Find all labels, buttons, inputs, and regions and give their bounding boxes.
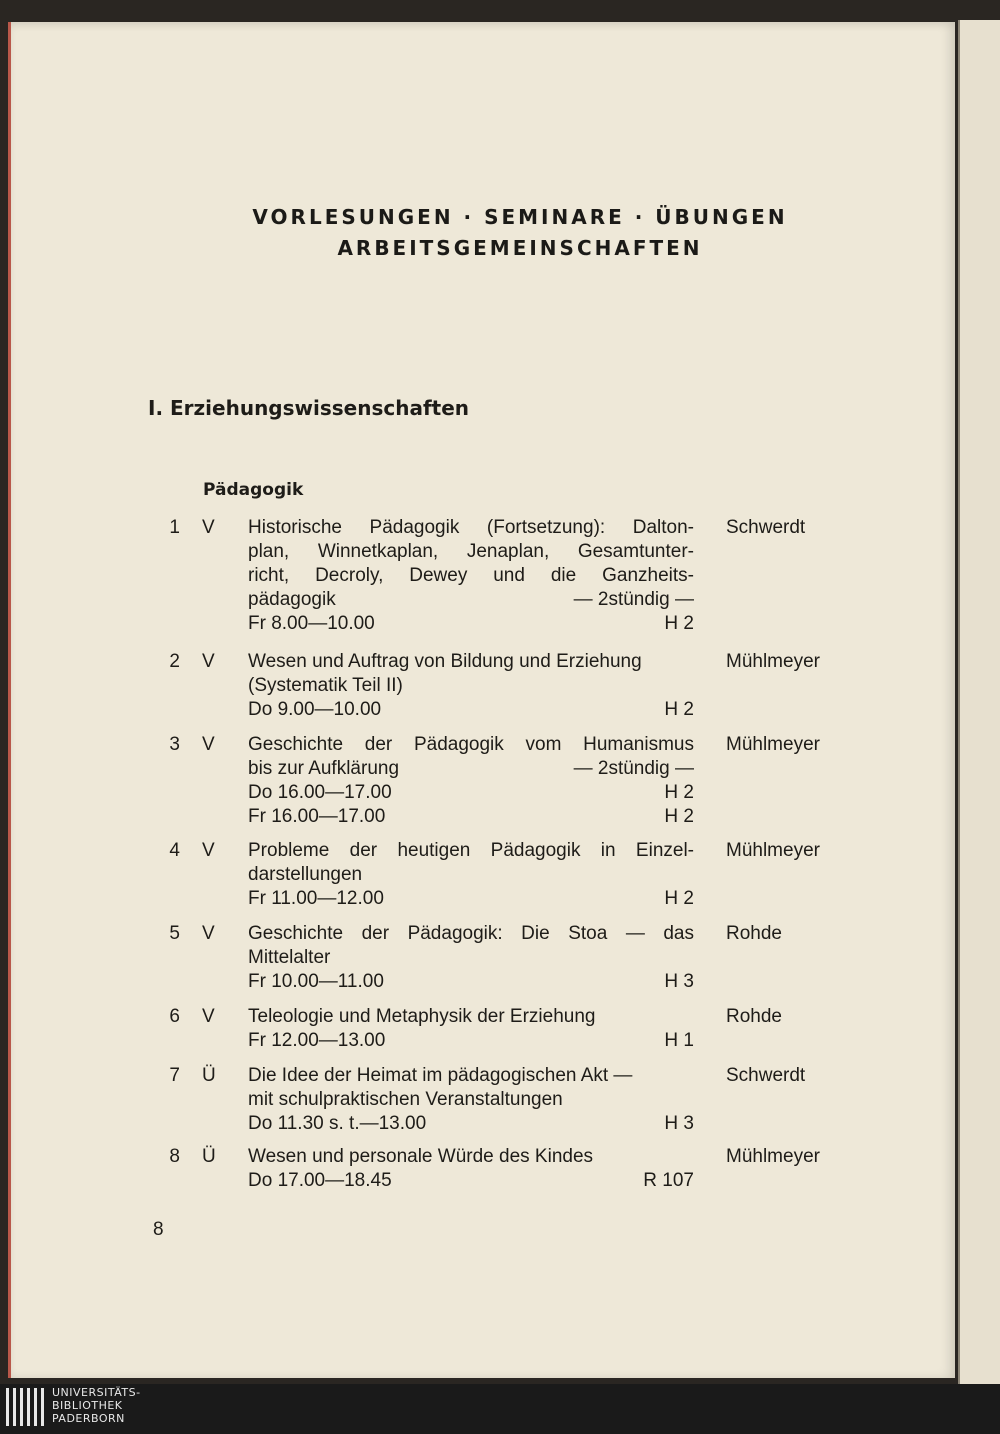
- entry-line: mit schulpraktischen Veranstaltungen: [248, 1089, 563, 1110]
- entry-type: Ü: [202, 1146, 216, 1167]
- entry-room: H 2: [664, 699, 694, 720]
- entry-body: [248, 650, 694, 722]
- entry-type: V: [202, 734, 215, 755]
- entry-type: V: [202, 1006, 215, 1027]
- entry-lecturer: Mühlmeyer: [726, 1146, 820, 1167]
- entry-type: V: [202, 651, 215, 672]
- entry-number: 6: [169, 1006, 180, 1027]
- entry-line: Die Idee der Heimat im pädagogischen Akt —: [248, 1065, 633, 1086]
- entry-room: R 107: [643, 1170, 694, 1191]
- entry-hours: — 2stündig —: [573, 589, 694, 610]
- entry-lecturer: Mühlmeyer: [726, 734, 820, 755]
- entry-line: Wesen und Auftrag von Bildung und Erziehung: [248, 651, 642, 672]
- entry-number: 4: [169, 840, 180, 861]
- entry-time: Do 17.00—18.45: [248, 1170, 392, 1191]
- entry-lecturer: Schwerdt: [726, 517, 806, 538]
- entry-number: 1: [169, 517, 180, 538]
- entry-room: H 2: [664, 888, 694, 909]
- entry-line: Geschichte der Pädagogik vom Humanismus: [248, 734, 694, 755]
- entry-lecturer: Mühlmeyer: [726, 840, 820, 861]
- library-name-line2: BIBLIOTHEK: [52, 1399, 123, 1412]
- library-name-line1: UNIVERSITÄTS-: [52, 1386, 141, 1399]
- library-footer: [0, 1384, 1000, 1434]
- entry-line: richt, Decroly, Dewey und die Ganzheits-: [248, 565, 694, 586]
- entry-type: Ü: [202, 1065, 216, 1086]
- entry-room: H 3: [664, 1113, 694, 1134]
- library-logo-icon: [6, 1388, 46, 1430]
- entry-line: Historische Pädagogik (Fortsetzung): Dalton-: [248, 517, 694, 538]
- entry-line: Teleologie und Metaphysik der Erziehung: [248, 1006, 596, 1027]
- entry-line: Geschichte der Pädagogik: Die Stoa — das: [248, 923, 694, 944]
- entry-line: Wesen und personale Würde des Kindes: [248, 1146, 594, 1167]
- page-number: 8: [153, 1219, 164, 1240]
- entry-lecturer: Mühlmeyer: [726, 651, 820, 672]
- entry-line: Mittelalter: [248, 947, 331, 968]
- library-name: [52, 1386, 141, 1425]
- page-title-line1: VORLESUNGEN · SEMINARE · ÜBUNGEN: [252, 205, 788, 229]
- entry-room: H 2: [664, 613, 694, 634]
- subsection-heading: Pädagogik: [203, 480, 304, 500]
- entry-body: [248, 1005, 694, 1053]
- library-name-line3: PADERBORN: [52, 1412, 125, 1425]
- entry-time: Do 11.30 s. t.—13.00: [248, 1113, 427, 1134]
- entry-line: (Systematik Teil II): [248, 675, 403, 696]
- entry-lecturer: Rohde: [726, 1006, 782, 1027]
- entry-line: pädagogik: [248, 589, 336, 610]
- entry-room: H 1: [664, 1030, 694, 1051]
- entry-line: darstellungen: [248, 864, 363, 885]
- page-title-line2: ARBEITSGEMEINSCHAFTEN: [337, 236, 703, 260]
- entry-line: Probleme der heutigen Pädagogik in Einzel-: [248, 840, 694, 861]
- entry-type: V: [202, 840, 215, 861]
- section-heading: I. Erziehungswissenschaften: [148, 396, 470, 420]
- entry-time: Fr 8.00—10.00: [248, 613, 375, 634]
- entry-line: plan, Winnetkaplan, Jenaplan, Gesamtunter-: [248, 541, 694, 562]
- entry-hours: — 2stündig —: [573, 758, 694, 779]
- entry-number: 8: [169, 1146, 180, 1167]
- entry-number: 2: [169, 651, 180, 672]
- adjacent-page-edge: [958, 20, 1000, 1384]
- entry-line: bis zur Aufklärung: [248, 758, 400, 779]
- entry-room: H 2: [664, 782, 694, 803]
- entry-time: Fr 10.00—11.00: [248, 971, 384, 992]
- entry-body: [248, 839, 694, 911]
- entry-body: [248, 922, 694, 994]
- entry-type: V: [202, 517, 215, 538]
- entry-room: H 2: [664, 806, 694, 827]
- entry-time: Fr 11.00—12.00: [248, 888, 384, 909]
- entry-body: [248, 1064, 694, 1136]
- entry-type: V: [202, 923, 215, 944]
- entry-room: H 3: [664, 971, 694, 992]
- entry-time: Do 9.00—10.00: [248, 699, 382, 720]
- entry-body: [248, 733, 694, 829]
- entry-lecturer: Rohde: [726, 923, 782, 944]
- entry-number: 5: [169, 923, 180, 944]
- entry-number: 3: [169, 734, 180, 755]
- entry-number: 7: [169, 1065, 180, 1086]
- entry-time: Do 16.00—17.00: [248, 782, 392, 803]
- entry-lecturer: Schwerdt: [726, 1065, 806, 1086]
- entry-time: Fr 12.00—13.00: [248, 1030, 386, 1051]
- entry-body: [248, 1145, 694, 1193]
- entry-time: Fr 16.00—17.00: [248, 806, 386, 827]
- entry-body: [248, 516, 694, 636]
